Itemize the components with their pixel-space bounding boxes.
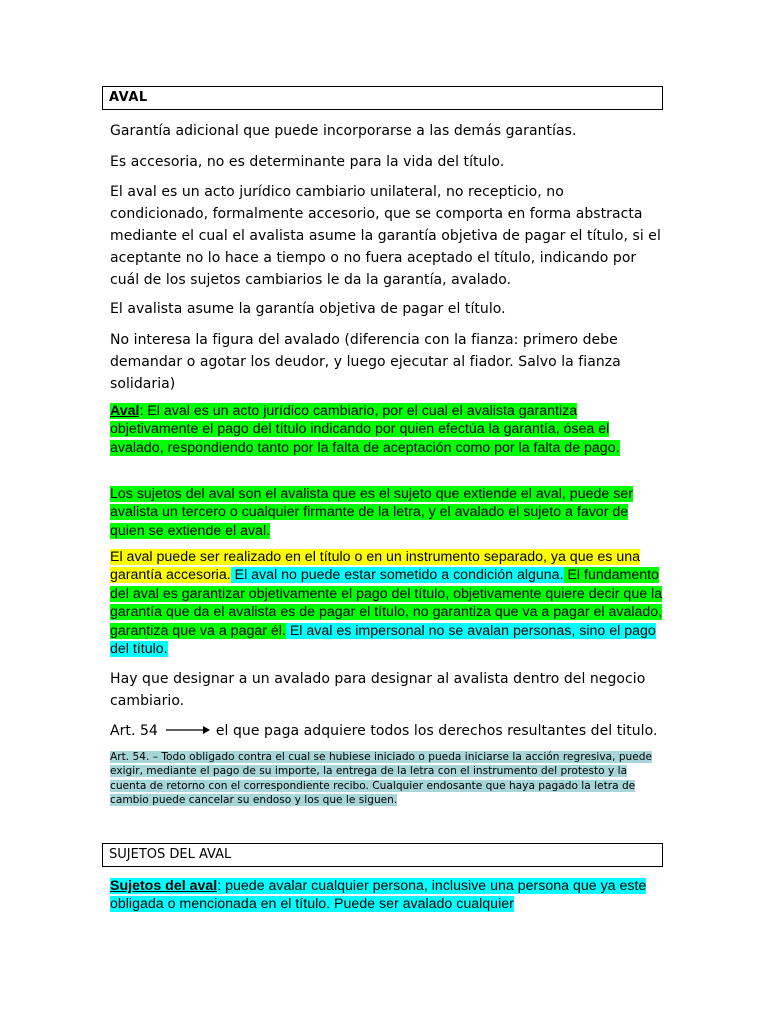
section-title-sujetos-text: SUJETOS DEL AVAL xyxy=(109,847,232,862)
impersonal-text: El aval es impersonal no se avalan personas, sino el pago del título. xyxy=(110,622,656,658)
art-54-text: el que paga adquiere todos los derechos resultantes del titulo. xyxy=(215,723,658,739)
sujetos-text: Los sujetos del aval son el avalista que es el sujeto que extiende el aval, puede ser avalista un tercero o cualquier firmante de la letra, y el avalado el sujeto a favor de quien se extiende el aval. xyxy=(110,486,633,539)
art-54-quote-text: Art. 54. – Todo obligado contra el cual se hubiese iniciado o pueda iniciarse la acción regresiva, puede exigir, mediante el pago de su importe, la entrega de la letra con el instrumento del protesto y la cuenta de retorno con el correspondiente recibo. Cualquier endosante que haya pagado la letra de cambio puede cancelar su endoso y los que le siguen. xyxy=(110,751,653,806)
paragraph-accesoria: Es accesoria, no es determinante para la vida del título. xyxy=(110,154,505,170)
section-title-aval xyxy=(102,86,663,110)
right-arrow-icon xyxy=(166,720,210,742)
section-title-aval-text: AVAL xyxy=(109,90,148,105)
paragraph-definicion-aval: El aval es un acto jurídico cambiario unilateral, no recepticio, no condicionado, formalmente accesorio, que se comporta en forma abstracta mediante el cual el avalista asume la garantía objetiva de pagar el título, si el aceptante no lo hace a tiempo o no fuera aceptado el título, indicando por cuál de los sujetos cambiarios le da la garantía, avalado. xyxy=(110,184,661,288)
paragraph-sujetos-highlight xyxy=(110,485,665,540)
fundamento-text: El fundamento del aval es garantizar objetivamente el pago del título, objetivamente quiere decir que la garantía que da el avalista es de pagar el título, no garantiza que va a pagar el avalado, garantiza que va a pagar él. xyxy=(110,567,663,639)
paragraph-garantia-adicional: Garantía adicional que puede incorporarse a las demás garantías. xyxy=(110,123,577,139)
art-54-quote xyxy=(110,750,666,807)
paragraph-aval-definicion-highlight xyxy=(110,402,665,457)
sujetos-del-aval-text: : puede avalar cualquier persona, inclusive una persona que ya este obligada o mencionada en el título. Puede ser avalado cualquier xyxy=(110,878,647,913)
paragraph-sujetos-del-aval xyxy=(110,877,665,914)
paragraph-figura-avalado: No interesa la figura del avalado (diferencia con la fianza: primero debe demandar o agotar los deudor, y luego ejecutar al fiador. Salvo la fianza solidaria) xyxy=(110,332,621,392)
art-54-label: Art. 54 xyxy=(110,723,158,739)
aval-definition-text: : El aval es un acto jurídico cambiario, por el cual el avalista garantiza objetivamente el pago del título indicando por quien efectúa la garantía, ósea el avalado, respondiendo tanto por la falta de aceptación como por la falta de pago. xyxy=(110,403,620,456)
paragraph-art-54 xyxy=(110,720,665,742)
condicion-text: El aval no puede estar sometido a condición alguna. xyxy=(230,567,564,584)
aval-label: Aval xyxy=(110,403,140,419)
paragraph-avalista-garantia: El avalista asume la garantía objetiva de pagar el título. xyxy=(110,301,506,317)
paragraph-realizacion-aval xyxy=(110,548,665,658)
realizacion-text: El aval puede ser realizado en el título o en un instrumento separado, ya que es una garantía accesoria. xyxy=(110,549,641,584)
paragraph-designar-avalado: Hay que designar a un avalado para designar al avalista dentro del negocio cambiario. xyxy=(110,671,646,709)
sujetos-del-aval-label: Sujetos del aval xyxy=(110,878,218,894)
section-title-sujetos-del-aval xyxy=(102,843,663,867)
